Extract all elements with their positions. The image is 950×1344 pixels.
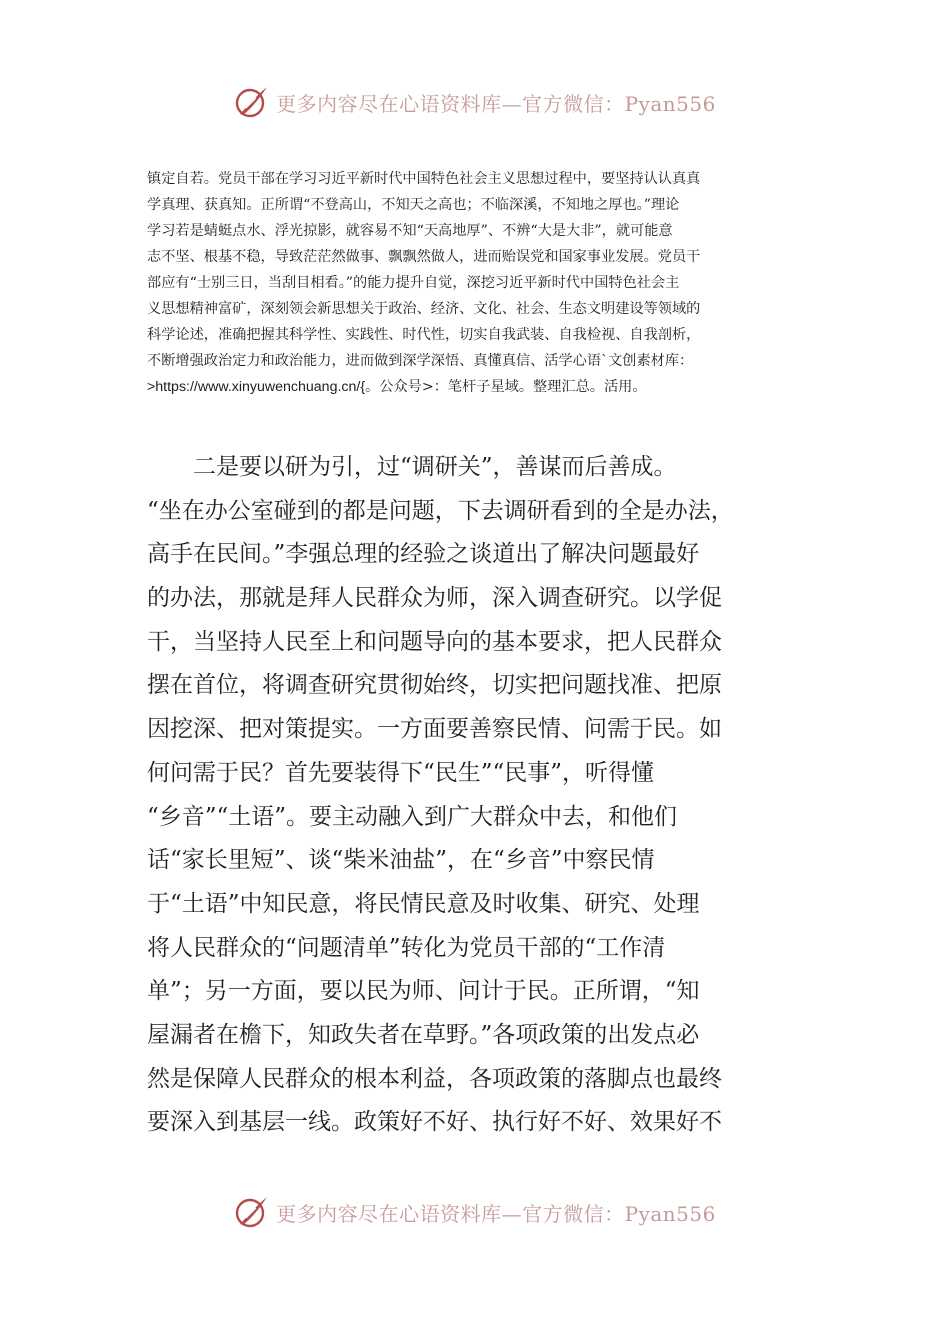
quill-logo-icon — [234, 1194, 270, 1230]
url-line — [147, 374, 817, 400]
text-line: 摆在首位，将调查研究贯彻始终，切实把问题找准、把原 — [147, 672, 722, 699]
url-line-suffix: 。公众号>：笔杆子星域。整理汇总。活用。 — [365, 379, 647, 395]
header-watermark — [0, 80, 950, 124]
text-line: 单”；另一方面，要以民为师、问计于民。正所谓，“知 — [147, 978, 700, 1005]
small-text-block — [147, 166, 817, 400]
footer-watermark — [0, 1190, 950, 1234]
text-line: “坐在办公室碰到的都是问题，下去调研看到的全是办法， — [147, 497, 734, 524]
text-line: 部应有“士别三日，当刮目相看。”的能力提升自觉，深挖习近平新时代中国特色社会主 — [147, 275, 680, 291]
text-line: 于“土语”中知民意，将民情民意及时收集、研究、处理 — [147, 890, 700, 917]
text-line: 话“家长里短”、谈“柴米油盐”，在“乡音”中察民情 — [147, 847, 655, 874]
text-line: 要深入到基层一线。政策好不好、执行好不好、效果好不 — [147, 1109, 722, 1136]
text-line: “乡音”“土语”。要主动融入到广大群众中去，和他们 — [147, 803, 678, 830]
text-line: 然是保障人民群众的根本利益，各项政策的落脚点也最终 — [147, 1065, 722, 1092]
text-line: 学真理、获真知。正所谓“不登高山，不知天之高也；不临深溪，不知地之厚也。”理论 — [147, 197, 680, 213]
text-line: 干，当坚持人民至上和问题导向的基本要求，把人民群众 — [147, 628, 722, 655]
text-line: 学习若是蜻蜓点水、浮光掠影，就容易不知“天高地厚”、不辨“大是大非”，就可能意 — [147, 223, 673, 239]
text-line: 何问需于民？首先要装得下“民生”“民事”，听得懂 — [147, 759, 655, 786]
watermark-text: 更多内容尽在心语资料库—官方微信：Pyan556 — [276, 91, 716, 116]
text-line: 因挖深、把对策提实。一方面要善察民情、问需于民。如 — [147, 716, 722, 743]
text-line: 屋漏者在檐下，知政失者在草野。”各项政策的出发点必 — [147, 1021, 700, 1048]
url-text: >https://www.xinyuwenchuang.cn/{ — [147, 379, 366, 395]
text-line: 的办法，那就是拜人民群众为师，深入调查研究。以学促 — [147, 585, 722, 612]
text-line: 高手在民间。”李强总理的经验之谈道出了解决问题最好 — [147, 541, 700, 568]
text-line: 将人民群众的“问题清单”转化为党员干部的“工作清 — [147, 934, 666, 961]
text-line: 二是要以研为引，过“调研关”，善谋而后善成。 — [147, 454, 677, 480]
text-line: 志不坚、根基不稳，导致茫茫然做事、飘飘然做人，进而贻误党和国家事业发展。党员干 — [147, 249, 701, 265]
text-line: 科学论述，准确把握其科学性、实践性、时代性，切实自我武装、自我检视、自我剖析， — [147, 327, 701, 343]
text-line: 镇定自若。党员干部在学习习近平新时代中国特色社会主义思想过程中，要坚持认认真真 — [147, 171, 701, 187]
text-line: 义思想精神富矿，深刻领会新思想关于政治、经济、文化、社会、生态文明建设等领域的 — [147, 301, 701, 317]
body-paragraph — [147, 446, 827, 1145]
quill-logo-icon — [234, 84, 270, 120]
text-line: 不断增强政治定力和政治能力，进而做到深学深悟、真懂真信、活学心语`文创素材库： — [147, 353, 694, 369]
watermark-text: 更多内容尽在心语资料库—官方微信：Pyan556 — [276, 1201, 716, 1226]
